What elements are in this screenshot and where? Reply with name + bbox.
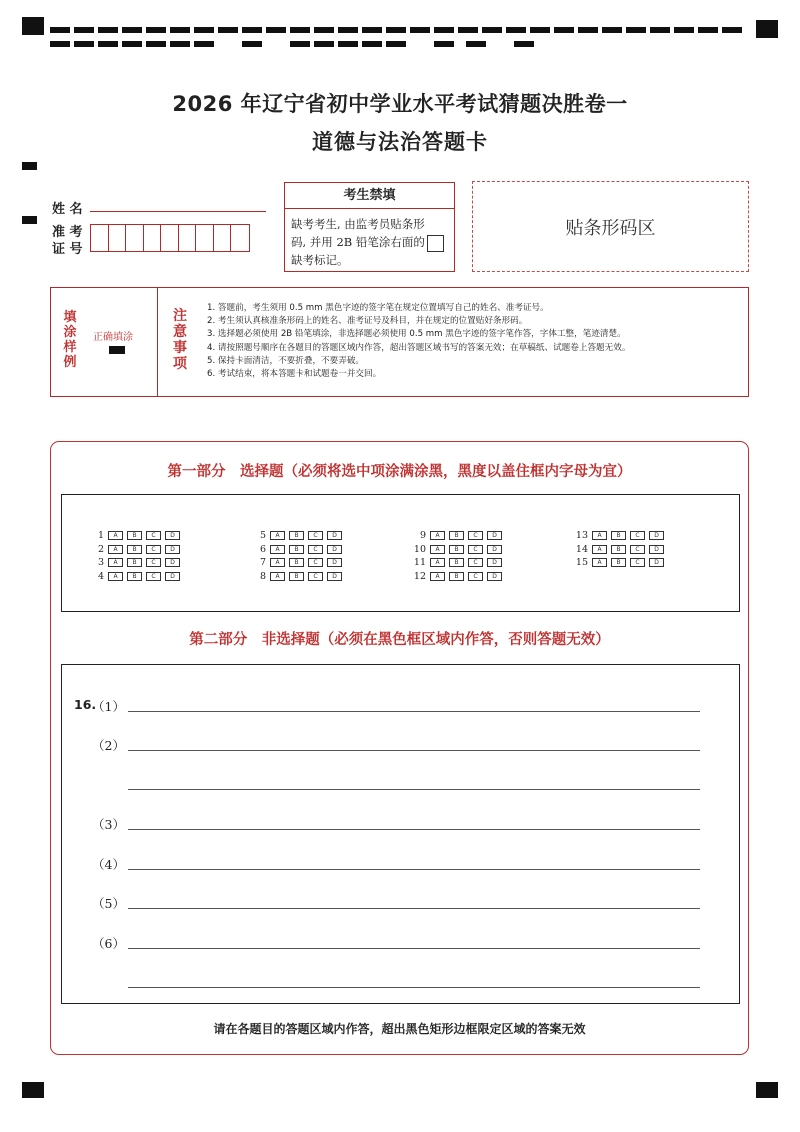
option-bubble[interactable]: A [592, 558, 607, 567]
mc-column-4 [574, 529, 668, 570]
name-label: 姓 名 [52, 202, 83, 217]
mc-row: 15 A B C D [574, 556, 668, 570]
mc-row: 14 A B C D [574, 543, 668, 557]
option-bubble[interactable]: D [487, 558, 502, 567]
option-bubble[interactable]: D [165, 531, 180, 540]
option-bubble[interactable]: D [327, 531, 342, 540]
option-bubble[interactable]: A [270, 545, 285, 554]
option-bubble[interactable]: A [430, 531, 445, 540]
part2-title: 第二部分 非选择题（必须在黑色框区域内作答，否则答题无效） [189, 632, 610, 648]
name-field[interactable] [90, 211, 266, 212]
notice-rule: 3. 选择题必须使用 2B 铅笔填涂，非选择题必须使用 0.5 mm 黑色字迹的签字笔作答，字体工整，笔迹清楚。 [207, 329, 626, 340]
option-bubble[interactable]: C [308, 545, 323, 554]
mc-row: 2 A B C D [90, 543, 184, 557]
option-bubble[interactable]: D [165, 572, 180, 581]
multiple-choice-box [61, 494, 740, 612]
absent-mark-checkbox[interactable] [427, 235, 444, 252]
option-bubble[interactable]: B [127, 545, 142, 554]
option-bubble[interactable]: C [468, 531, 483, 540]
option-bubble[interactable]: B [449, 558, 464, 567]
answer-area [50, 441, 749, 1055]
id-label-line1: 准 考 [52, 225, 83, 240]
option-bubble[interactable]: A [108, 531, 123, 540]
id-digit-cell[interactable] [179, 225, 197, 251]
question-number: 16. [74, 697, 97, 712]
option-bubble[interactable]: D [649, 558, 664, 567]
id-digit-cell[interactable] [109, 225, 127, 251]
corner-mark-bottom-right [756, 1082, 778, 1098]
option-bubble[interactable]: B [289, 545, 304, 554]
option-bubble[interactable]: B [289, 558, 304, 567]
option-bubble[interactable]: B [449, 572, 464, 581]
option-bubble[interactable]: C [468, 558, 483, 567]
option-bubble[interactable]: A [430, 558, 445, 567]
answer-line[interactable] [128, 789, 700, 790]
answer-line[interactable] [128, 750, 700, 751]
option-bubble[interactable]: B [449, 531, 464, 540]
answer-line[interactable] [128, 711, 700, 712]
option-bubble[interactable]: C [468, 545, 483, 554]
option-bubble[interactable]: A [430, 545, 445, 554]
answer-line[interactable] [128, 869, 700, 870]
notice-label: 注 意 事 项 [173, 308, 187, 372]
correct-fill-label: 正确填涂 [93, 332, 133, 343]
option-bubble[interactable]: D [327, 558, 342, 567]
notice-rules [207, 302, 630, 381]
mc-column-2 [252, 529, 346, 583]
mc-row: 4 A B C D [90, 570, 184, 584]
corner-mark-bottom-left [22, 1082, 44, 1098]
option-bubble[interactable]: B [611, 558, 626, 567]
option-bubble[interactable]: D [165, 545, 180, 554]
option-bubble[interactable]: D [649, 545, 664, 554]
id-digit-cell[interactable] [214, 225, 232, 251]
option-bubble[interactable]: D [487, 531, 502, 540]
sub-question-label: （4） [92, 857, 125, 872]
mc-row: 3 A B C D [90, 556, 184, 570]
option-bubble[interactable]: A [108, 572, 123, 581]
correct-fill-sample [109, 346, 125, 354]
option-bubble[interactable]: A [592, 531, 607, 540]
option-bubble[interactable]: C [308, 531, 323, 540]
part1-title: 第一部分 选择题（必须将选中项涂满涂黑，黑度以盖住框内字母为宜） [167, 464, 632, 480]
side-mark-2 [22, 216, 37, 224]
option-bubble[interactable]: C [468, 572, 483, 581]
answer-line[interactable] [128, 987, 700, 988]
id-digit-cell[interactable] [161, 225, 179, 251]
mc-row: 13 A B C D [574, 529, 668, 543]
option-bubble[interactable]: A [108, 558, 123, 567]
notice-rule: 1. 答题前，考生须用 0.5 mm 黑色字迹的签字笔在规定位置填写自己的姓名、准考证号。 [207, 303, 549, 313]
id-label-line2: 证 号 [52, 242, 83, 257]
sub-question-label: （2） [92, 738, 125, 753]
option-bubble[interactable]: D [327, 572, 342, 581]
option-bubble[interactable]: A [592, 545, 607, 554]
page-subtitle: 道德与法治答题卡 [312, 130, 488, 154]
option-bubble[interactable]: B [289, 531, 304, 540]
option-bubble[interactable]: D [487, 545, 502, 554]
answer-line[interactable] [128, 948, 700, 949]
timing-track [50, 27, 750, 49]
mc-row: 8 A B C D [252, 570, 346, 584]
notice-rule: 6. 考试结束，将本答题卡和试题卷一并交回。 [207, 369, 382, 380]
option-bubble[interactable]: A [108, 545, 123, 554]
option-bubble[interactable]: C [146, 558, 161, 567]
notes-divider [157, 288, 158, 396]
option-bubble[interactable]: B [449, 545, 464, 554]
corner-mark-top-right [756, 20, 778, 38]
option-bubble[interactable]: A [270, 531, 285, 540]
id-digit-cell[interactable] [231, 225, 249, 251]
option-bubble[interactable]: D [327, 545, 342, 554]
option-bubble[interactable]: A [430, 572, 445, 581]
id-digit-cell[interactable] [91, 225, 109, 251]
option-bubble[interactable]: C [146, 545, 161, 554]
footer-note: 请在各题目的答题区域内作答，超出黑色矩形边框限定区域的答案无效 [213, 1022, 586, 1036]
mc-row: 12 A B C D [412, 570, 506, 584]
option-bubble[interactable]: D [649, 531, 664, 540]
option-bubble[interactable]: B [289, 572, 304, 581]
side-mark-1 [22, 162, 37, 170]
absent-instructions: 缺考考生, 由监考员贴条形码, 并用 2B 铅笔涂右面的缺考标记。 [291, 217, 425, 267]
option-bubble[interactable]: A [270, 572, 285, 581]
option-bubble[interactable]: C [146, 572, 161, 581]
option-bubble[interactable]: B [611, 545, 626, 554]
option-bubble[interactable]: D [165, 558, 180, 567]
option-bubble[interactable]: B [127, 558, 142, 567]
mc-column-1 [90, 529, 184, 583]
fill-example-label: 填 涂 样 例 [63, 310, 77, 370]
option-bubble[interactable]: C [630, 545, 645, 554]
answer-line[interactable] [128, 908, 700, 909]
option-bubble[interactable]: C [630, 558, 645, 567]
mc-row: 11 A B C D [412, 556, 506, 570]
barcode-label: 贴条形码区 [565, 218, 656, 239]
mc-row: 6 A B C D [252, 543, 346, 557]
corner-mark-top-left [22, 17, 44, 35]
non-choice-box [61, 664, 740, 1004]
option-bubble[interactable]: B [127, 572, 142, 581]
sub-question-label: （5） [92, 896, 125, 911]
mc-row: 9 A B C D [412, 529, 506, 543]
mc-row: 5 A B C D [252, 529, 346, 543]
option-bubble[interactable]: C [308, 558, 323, 567]
mc-column-3 [412, 529, 506, 583]
exam-id-cells[interactable] [90, 224, 250, 252]
sub-question-label: （1） [92, 699, 125, 714]
notice-rule: 2. 考生须认真核准条形码上的姓名、准考证号及科目，并在规定的位置贴好条形码。 [207, 316, 528, 327]
answer-line[interactable] [128, 829, 700, 830]
option-bubble[interactable]: D [487, 572, 502, 581]
sub-question-label: （6） [92, 936, 125, 951]
option-bubble[interactable]: C [146, 531, 161, 540]
page-title: 2026 年辽宁省初中学业水平考试猜题决胜卷一 [172, 92, 628, 116]
option-bubble[interactable]: A [270, 558, 285, 567]
mc-row: 7 A B C D [252, 556, 346, 570]
id-digit-cell[interactable] [126, 225, 144, 251]
sub-question-label: （3） [92, 817, 125, 832]
notice-rule: 4. 请按照题号顺序在各题目的答题区域内作答，超出答题区域书写的答案无效；在草稿纸、试题卷上答题无效。 [207, 342, 631, 353]
mc-row: 1 A B C D [90, 529, 184, 543]
id-digit-cell[interactable] [196, 225, 214, 251]
notes-panel [50, 287, 749, 397]
option-bubble[interactable]: C [630, 531, 645, 540]
barcode-area [472, 181, 749, 272]
mc-row: 10 A B C D [412, 543, 506, 557]
option-bubble[interactable]: B [127, 531, 142, 540]
absent-title: 考生禁填 [285, 183, 454, 209]
id-digit-cell[interactable] [144, 225, 162, 251]
option-bubble[interactable]: C [308, 572, 323, 581]
absent-panel [284, 182, 455, 272]
option-bubble[interactable]: B [611, 531, 626, 540]
notice-rule: 5. 保持卡面清洁，不要折叠，不要弄破。 [207, 355, 365, 366]
